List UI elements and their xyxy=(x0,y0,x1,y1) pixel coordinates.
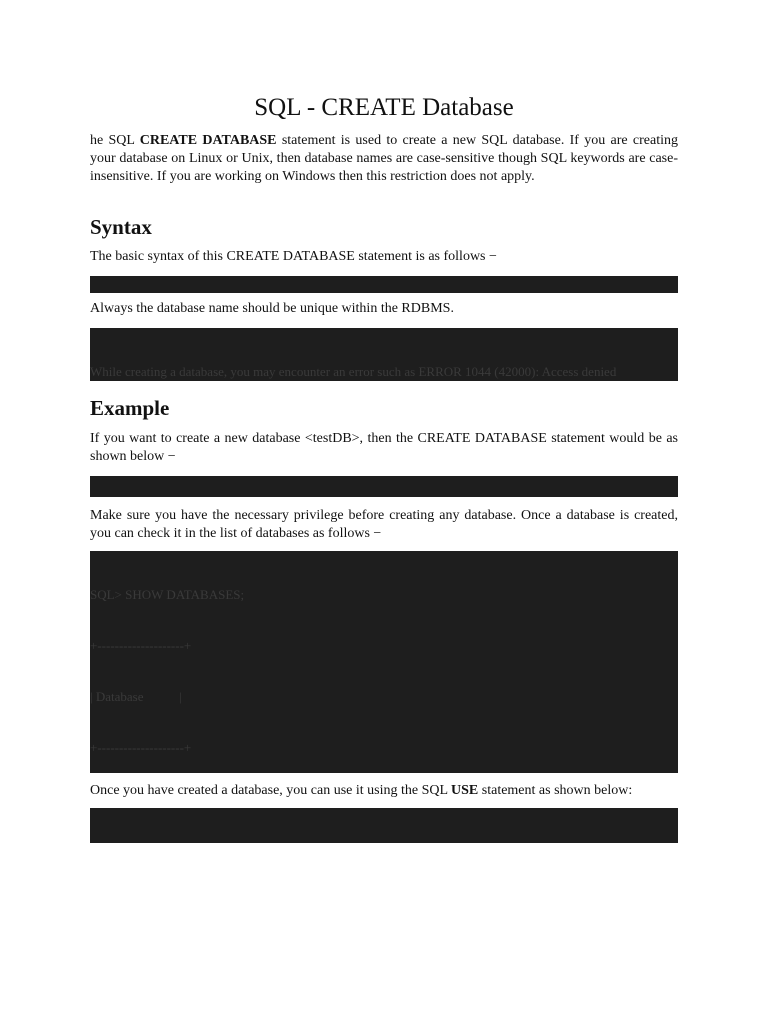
syntax-code-block xyxy=(90,276,678,293)
syntax-heading: Syntax xyxy=(90,215,152,239)
example-heading: Example xyxy=(90,396,170,420)
show-databases-code-block xyxy=(90,551,678,773)
code-line: SQL> SHOW DATABASES; xyxy=(90,587,245,602)
use-db-code-block xyxy=(90,808,678,843)
create-db-code-block xyxy=(90,476,678,497)
code-line: | Database | xyxy=(90,689,182,704)
intro-suffix: statement is used to create a new SQL database. If you are creating your database on Linux or Unix, then database names are case-sensitive though SQL keywords are case-insensitive. If you are working on Windows then this restriction does not apply. xyxy=(90,133,679,184)
use-prefix: Once you have created a database, you can use it using the SQL xyxy=(90,783,452,798)
intro-bold-keyword: CREATE DATABASE xyxy=(139,133,277,148)
code-line: +--------------------+ xyxy=(90,740,192,755)
use-bold-keyword: USE xyxy=(451,783,479,798)
privilege-warning-block xyxy=(90,328,678,381)
intro-paragraph xyxy=(90,132,678,186)
use-suffix: statement as shown below: xyxy=(478,783,633,798)
use-statement-text xyxy=(90,782,678,800)
example-text: If you want to create a new database <testDB>, then the CREATE DATABASE statement would be as shown below − xyxy=(90,431,678,464)
code-line: While creating a database, you may encounter an error such as ERROR 1044 (42000): Access denied xyxy=(90,364,617,379)
unique-name-note: Always the database name should be unique within the RDBMS. xyxy=(90,301,454,316)
page-title: SQL - CREATE Database xyxy=(254,94,514,121)
syntax-text: The basic syntax of this CREATE DATABASE statement is as follows − xyxy=(90,249,497,264)
check-databases-text: Make sure you have the necessary privilege before creating any database. Once a database is created, you can check it in the list of databases as follows − xyxy=(90,508,678,541)
intro-prefix: he SQL xyxy=(90,133,140,148)
code-line: +--------------------+ xyxy=(90,638,192,653)
